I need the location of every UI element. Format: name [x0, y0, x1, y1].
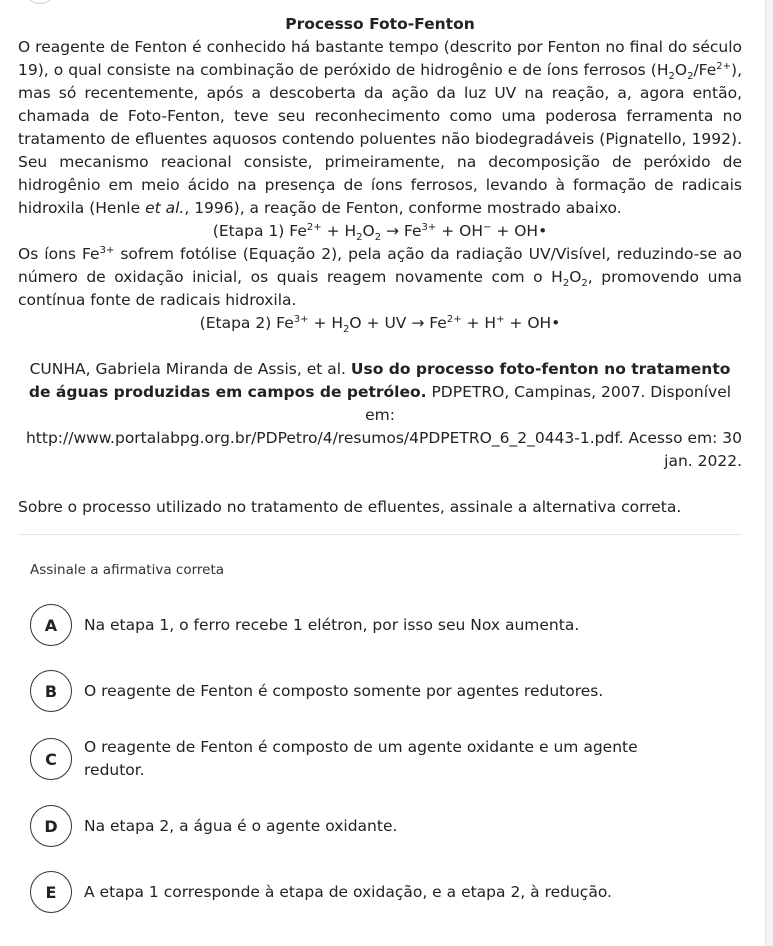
option-letter-c[interactable]: C: [30, 738, 72, 780]
option-text-e[interactable]: A etapa 1 corresponde à etapa de oxidação, e a etapa 2, à redução.: [84, 882, 612, 901]
reference-citation: CUNHA, Gabriela Miranda de Assis, et al. Uso do processo foto-fenton no tratamento de águas produzidas em campos de petróleo. PDPETRO, Campinas, 2007. Disponível em:: [28, 360, 732, 424]
question-text: Sobre o processo utilizado no tratamento de efluentes, assinale a alternativa correta.: [18, 498, 682, 516]
article-title: Processo Foto-Fenton: [285, 15, 475, 33]
top-circle-decoration: [24, 0, 56, 4]
article-paragraph-1: O reagente de Fenton é conhecido há bastante tempo (descrito por Fenton no final do século 19), o qual consiste na combinação de peróxido de hidrogênio e de íons ferrosos $(H_2O_2/Fe^{2+})$, mas só recentemente, após a descoberta da ação da luz UV na reação, a, agora então, chamada de Foto-Fenton, teve seu reconhecimento como uma poderosa ferramenta no tratamento de efluentes aquosos contendo poluentes não biodegradáveis (Pignatello, 1992). Seu mecanismo reacional consiste, primeiramente, na decomposição de peróxido de hidrogênio em meio ácido na presença de íons ferrosos, levando à formação de radicais hidroxila (Henle et al., 1996), a reação de Fenton, conforme mostrado abaixo.: [18, 38, 742, 217]
option-letter-d[interactable]: D: [30, 805, 72, 847]
option-text-b[interactable]: O reagente de Fenton é composto somente por agentes redutores.: [84, 681, 604, 700]
option-text-a[interactable]: Na etapa 1, o ferro recebe 1 elétron, por isso seu Nox aumenta.: [84, 615, 580, 634]
instruction-label: Assinale a afirmativa correta: [30, 562, 225, 578]
option-d[interactable]: [30, 805, 710, 847]
option-c[interactable]: [30, 736, 690, 782]
option-b[interactable]: [30, 670, 710, 712]
divider: [18, 534, 742, 535]
option-text-d[interactable]: Na etapa 2, a água é o agente oxidante.: [84, 816, 398, 835]
option-letter-b[interactable]: B: [30, 670, 72, 712]
equation-step-2: (Etapa 2) $Fe^{3+} + H_2O$ + UV → $Fe^{2+} + H^+$ + OH•: [199, 313, 561, 336]
equation-step-1: (Etapa 1) $Fe^{2+} + H_2O_2 \to Fe^{3+} + OH^-$ + OH•: [212, 221, 548, 244]
question-content: [18, 13, 742, 519]
article-paragraph-2: Os íons $Fe^{3+}$ sofrem fotólise (Equação 2), pela ação da radiação UV/Visível, reduzindo-se ao número de oxidação inicial, os quais reagem novamente com o $H_2O_2$, promovendo uma contínua fonte de radicais hidroxila.: [18, 244, 742, 309]
option-text-c[interactable]: O reagente de Fenton é composto de um agente oxidante e um agente redutor.: [84, 738, 638, 779]
option-a[interactable]: [30, 604, 710, 646]
option-e[interactable]: [30, 871, 710, 913]
reference-url: http://www.portalabpg.org.br/PDPetro/4/resumos/4PDPETRO_6_2_0443-1.pdf. Acesso em: 30 jan. 2022.: [25, 429, 742, 470]
option-letter-e[interactable]: E: [30, 871, 72, 913]
option-letter-a[interactable]: A: [30, 604, 72, 646]
